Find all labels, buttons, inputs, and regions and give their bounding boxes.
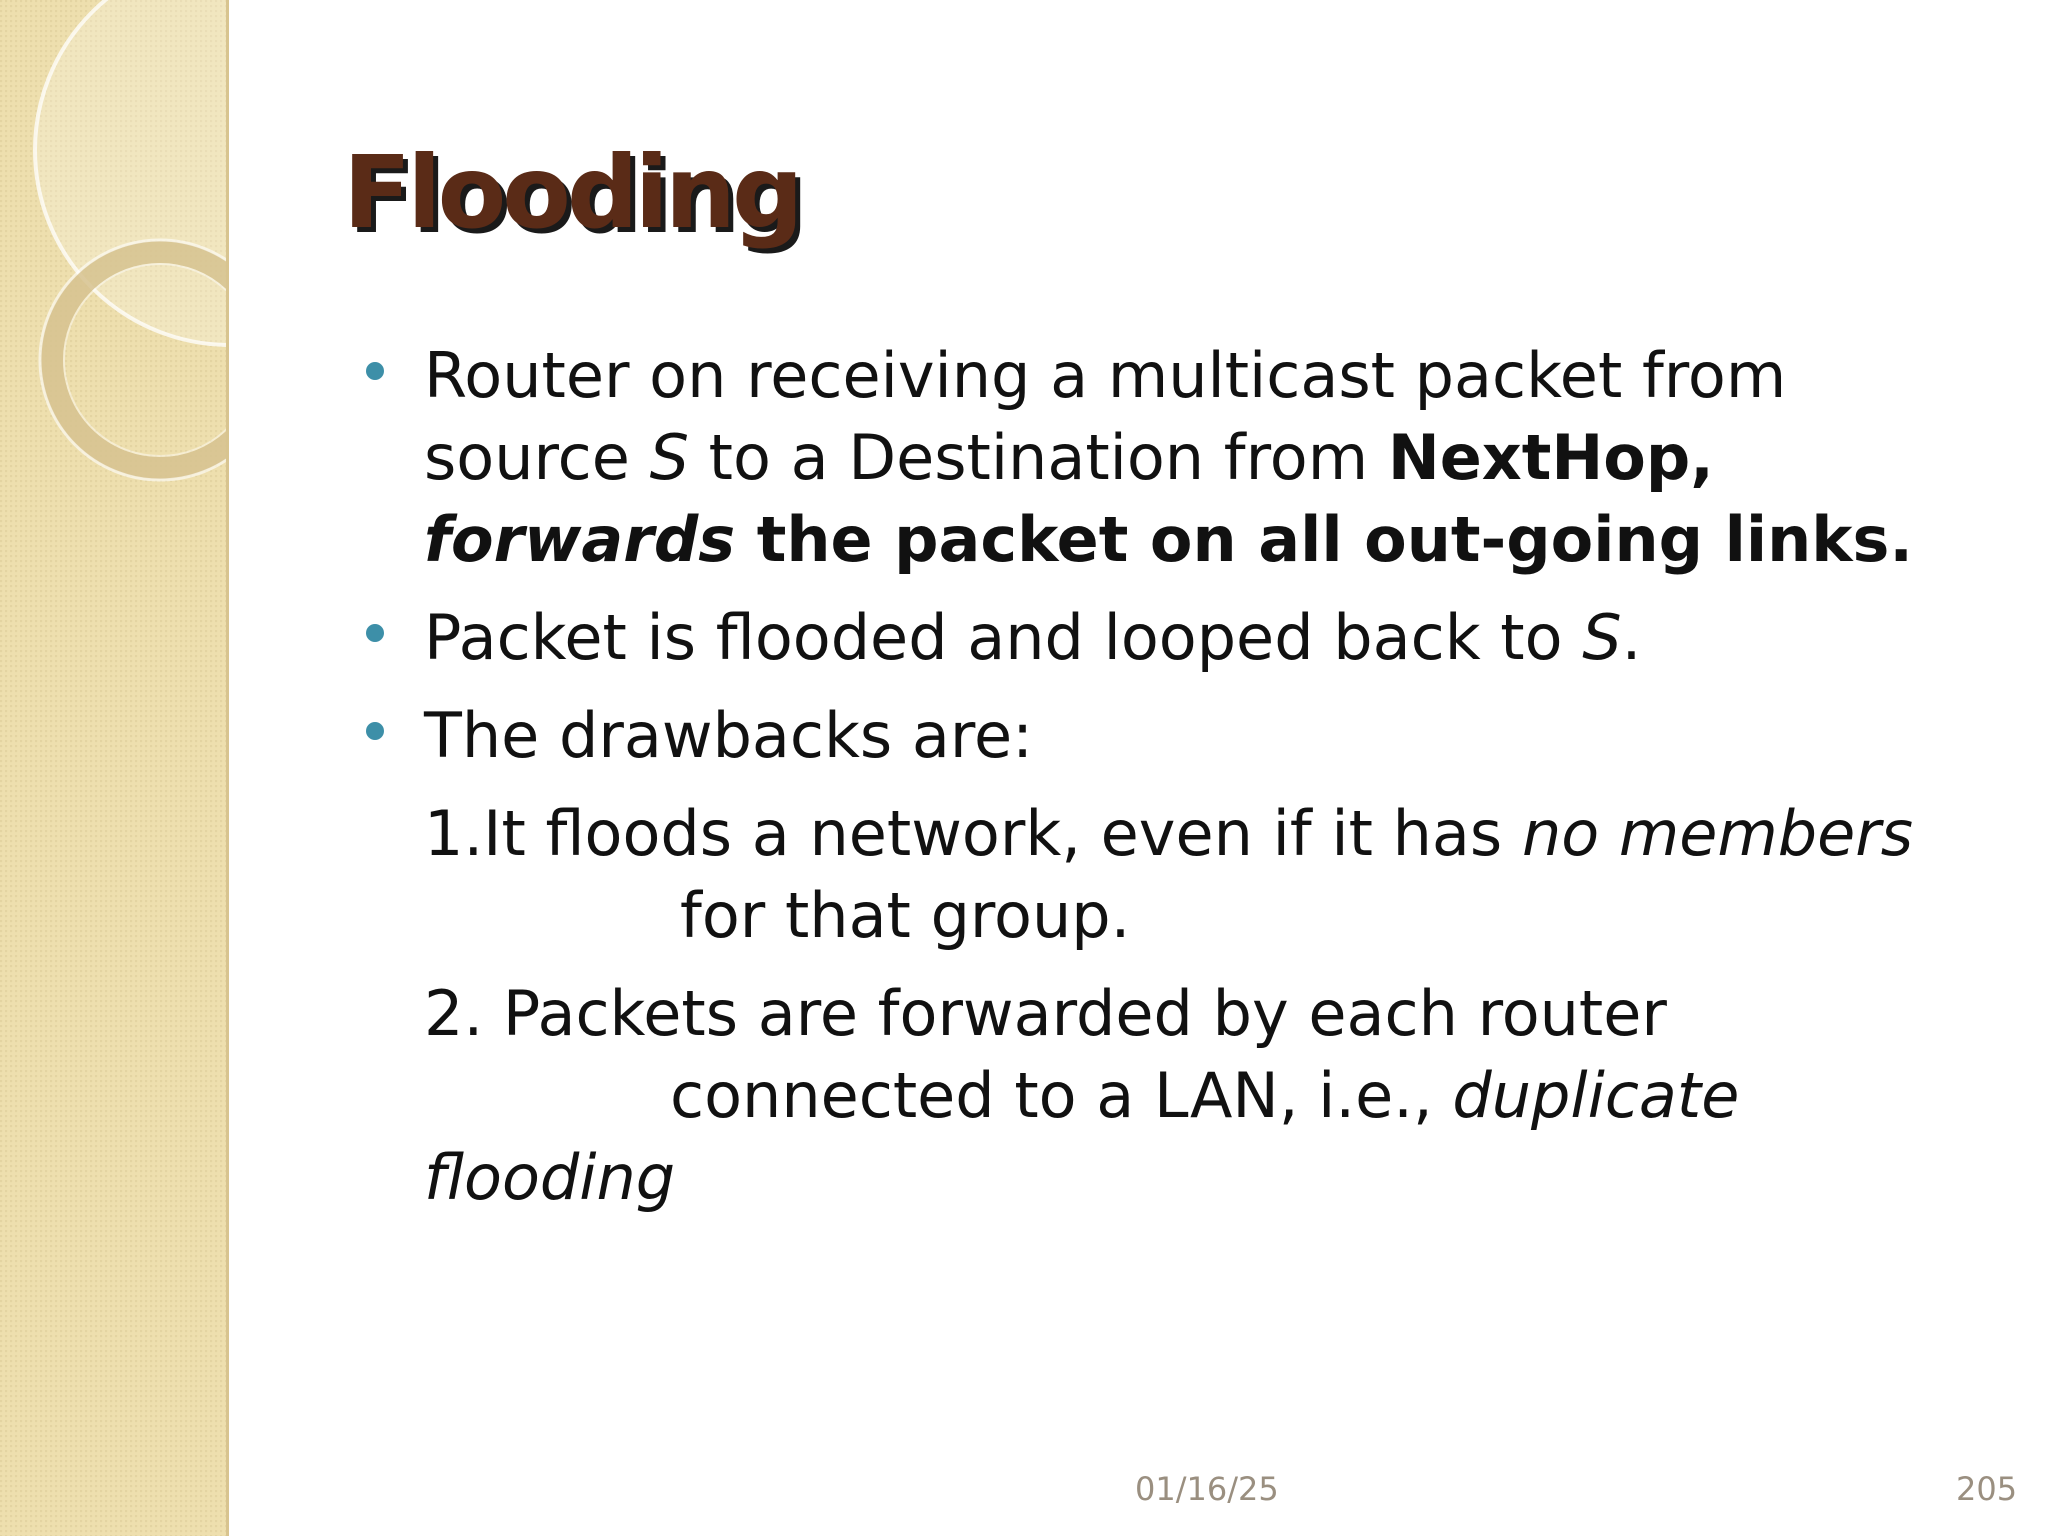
item1-line1 <box>424 793 2000 875</box>
bullet2-post: . <box>1621 601 1642 674</box>
drawback-item-2 <box>360 973 2000 1219</box>
drawback-item-1 <box>360 793 2000 957</box>
bullet-icon <box>366 624 384 642</box>
bullet-item-3 <box>360 695 2000 777</box>
decorative-rings <box>0 0 226 1536</box>
slide-body <box>360 335 2000 1235</box>
bullet2-source-s: S <box>1582 601 1622 674</box>
bullet1-forwards: forwards <box>424 503 736 576</box>
bullet-item-1 <box>360 335 2000 581</box>
bullet1-line2-pre: source <box>424 421 650 494</box>
bullet3-text: The drawbacks are: <box>424 699 1034 772</box>
bullet1-line2-mid: to a Destination from <box>688 421 1388 494</box>
item2-duplicate: duplicate <box>1452 1059 1740 1132</box>
item2-line2-pre: connected to a LAN, i.e., <box>670 1059 1453 1132</box>
bullet-icon <box>366 722 384 740</box>
item2-line2 <box>424 1055 2000 1137</box>
item1-continuation: for that group. <box>680 879 1131 952</box>
item1-italic: no members <box>1521 797 1914 870</box>
footer-date: 01/16/25 <box>1135 1470 1279 1508</box>
decorative-sidebar <box>0 0 229 1536</box>
bullet1-line1: Router on receiving a multicast packet from <box>424 339 1787 412</box>
bullet1-nexthop: NextHop, <box>1387 421 1714 494</box>
bullet2-pre: Packet is flooded and looped back to <box>424 601 1583 674</box>
item2-line1: 2. Packets are forwarded by each router <box>424 977 1667 1050</box>
item2-line3 <box>424 1137 2000 1219</box>
bullet1-line3-bold: the packet on all out-going links. <box>735 503 1913 576</box>
bullet1-line3 <box>424 499 2000 581</box>
item2-flooding: flooding <box>424 1141 676 1214</box>
bullet1-source-s: S <box>649 421 689 494</box>
bullet1-line2 <box>424 417 2000 499</box>
item1-pre: 1.It floods a network, even if it has <box>424 797 1522 870</box>
bullet-item-2 <box>360 597 2000 679</box>
footer-page-number: 205 <box>1956 1470 2018 1508</box>
bullet-icon <box>366 362 384 380</box>
slide-title: Flooding <box>343 134 800 251</box>
